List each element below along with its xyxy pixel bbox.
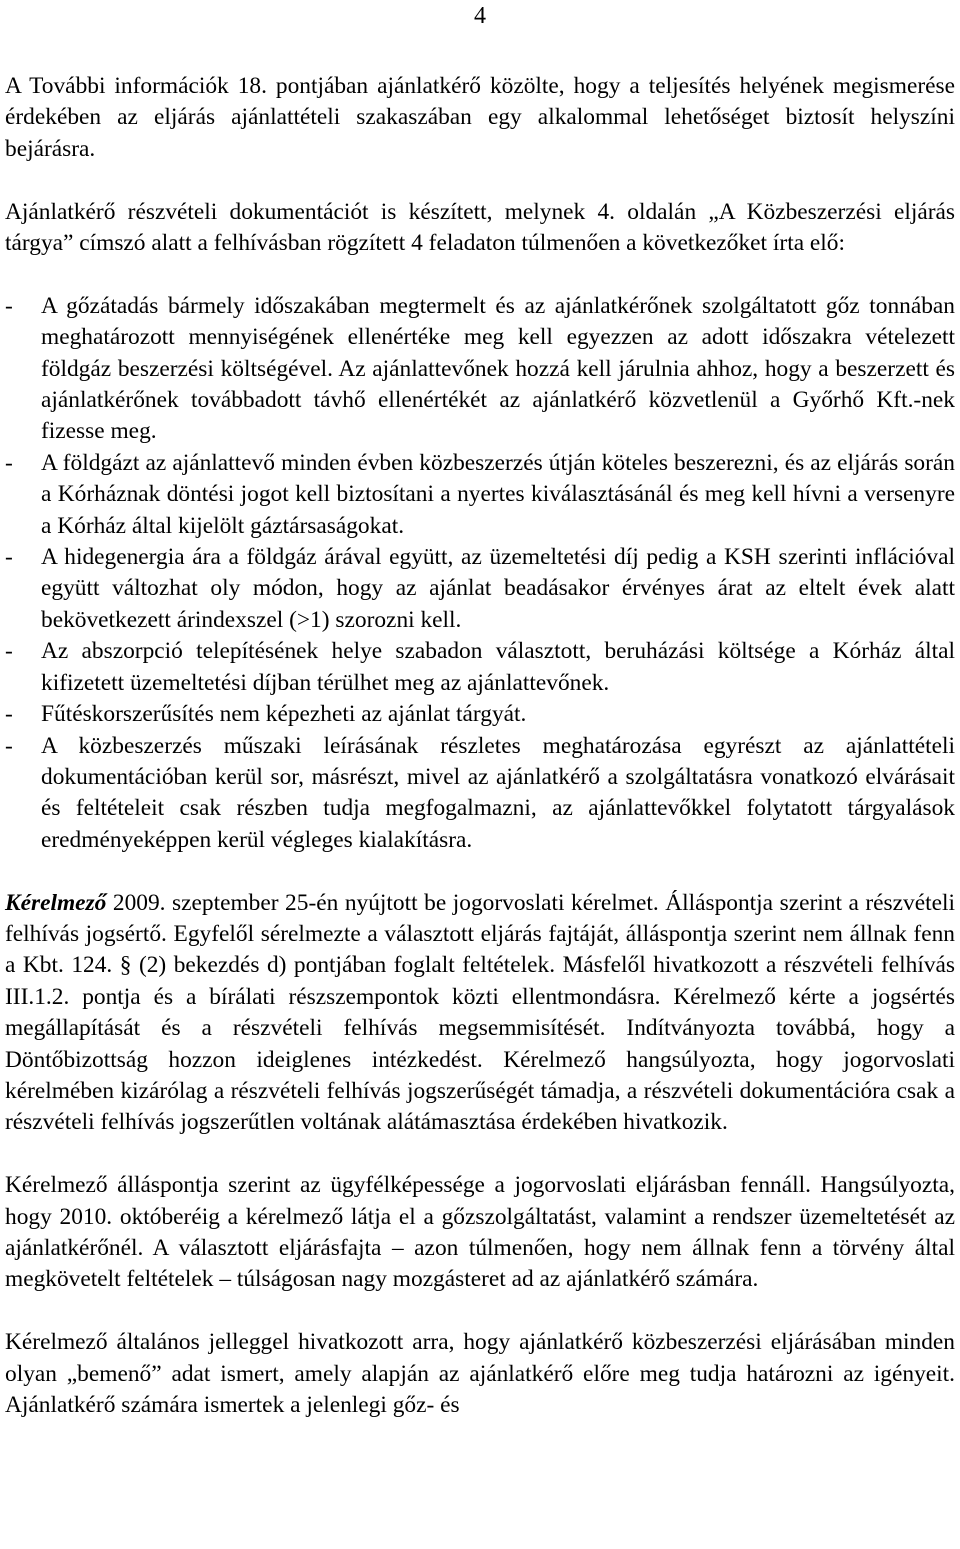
- list-item-text: A gőzátadás bármely időszakában megtermelt és az ajánlatkérőnek szolgáltatott gőz tonnában meghatározott mennyiségének ellenértéke meg kell egyezzen az adott időszakra vételezett földgáz beszerzési költségével. Az ajánlattevőnek hozzá kell járulnia ahhoz, hogy a beszerzett és ajánlatkérőnek továbbadott távhő ellenértékét az ajánlatkérő közvetlenül a Győrhő Kft.-nek fizesse meg.: [41, 292, 955, 445]
- list-item-text: Fűtéskorszerűsítés nem képezheti az ajánlat tárgyát.: [41, 701, 527, 728]
- list-bullet: -: [5, 732, 13, 759]
- list-item: [5, 448, 955, 542]
- page-number: 4: [474, 3, 486, 29]
- list-item-text: A közbeszerzés műszaki leírásának részletes meghatározása egyrészt az ajánlattételi dokumentációban kerül sor, másrészt, mivel az ajánlatkérő a szolgáltatásra vonatkozó elvárásait és feltételeit csak részben tudja megfogalmazni, az ajánlattevőkkel folytatott tárgyalások eredményeképpen kerül végleges kialakításra.: [41, 732, 955, 853]
- paragraph-documentation-intro: Ajánlatkérő részvételi dokumentációt is készített, melynek 4. oldalán „A Közbeszerzési eljárás tárgya” címszó alatt a felhívásban rögzített 4 feladaton túlmenően a következőket írta elő:: [5, 198, 955, 257]
- paragraph-spacer: [5, 856, 955, 887]
- paragraph-spacer: [5, 259, 955, 290]
- paragraph-input-data: Kérelmező általános jelleggel hivatkozott arra, hogy ajánlatkérő közbeszerzési eljárásában minden olyan „bemenő” adat ismert, amely alapján az ajánlatkérő előre meg tudja határozni az igényeit. Ajánlatkérő számára ismertek a jelenlegi gőz- és: [5, 1329, 955, 1418]
- list-item: [5, 291, 955, 448]
- document-body: [5, 71, 955, 1421]
- petitioner-emphasis: Kérelmező: [5, 889, 107, 916]
- paragraph-standing: Kérelmező álláspontja szerint az ügyfélképessége a jogorvoslati eljárásban fennáll. Hangsúlyozta, hogy 2010. októberéig a kérelmező látja el a gőzszolgáltatást, valamint a rendszer üzemeltetését az ajánlatkérőnél. A választott eljárásfajta – azon túlmenően, hogy nem állnak fenn a törvény által megkövetelt feltételek – túlságosan nagy mozgásteret ad az ajánlatkérő számára.: [5, 1172, 955, 1293]
- paragraph-spacer: [5, 165, 955, 196]
- list-item-text: A hidegenergia ára a földgáz árával együtt, az üzemeltetési díj pedig a KSH szerinti inflációval együtt változhat oly módon, hogy az ajánlat beadásakor érvényes árat az eltelt évek alatt bekövetkezett árindexszel (>1) szorozni kell.: [41, 544, 955, 633]
- list-item: [5, 731, 955, 857]
- list-item: [5, 636, 955, 699]
- paragraph-spacer: [5, 1296, 955, 1327]
- list-item-text: A földgázt az ajánlattevő minden évben közbeszerzés útján köteles beszerezni, és az eljárás során a Kórháznak döntési jogot kell biztosítani a nyertes kiválasztásánál és meg kell hívni a versenyre a Kórház által kijelölt gáztársaságokat.: [41, 449, 955, 539]
- paragraph-petition-text: 2009. szeptember 25-én nyújtott be jogorvoslati kérelmet. Álláspontja szerint a részvételi felhívás jogsértő. Egyfelől sérelmezte a választott eljárás fajtáját, álláspontja szerint nem állnak fenn a Kbt. 124. § (2) bekezdés d) pontjában foglalt feltételek. Másfelől hivatkozott a részvételi felhívás III.1.2. pontja és a bírálati részszempontok közti ellentmondásra. Kérelmező kérte a jogsértés megállapítását és a részvételi felhívás megsemmisítését. Indítványozta továbbá, hogy a Döntőbizottság hozzon ideiglenes intézkedést. Kérelmező hangsúlyozta, hogy jogorvoslati kérelmében kizárólag a részvételi felhívás jogszerűségét támadja, a részvételi dokumentációra csak a részvételi felhívás jogszerűtlen voltának alátámasztása érdekében hivatkozik.: [5, 889, 955, 1136]
- list-bullet: -: [5, 449, 13, 476]
- list-bullet: -: [5, 544, 13, 571]
- paragraph-petition: [5, 888, 955, 1139]
- paragraph-spacer: [5, 1139, 955, 1170]
- list-item-text: Az abszorpció telepítésének helye szabadon választott, beruházási költsége a Kórház által kifizetett üzemeltetési díjban térülhet meg az ajánlattevőnek.: [41, 638, 955, 696]
- requirements-list: [5, 291, 955, 856]
- list-bullet: -: [5, 292, 13, 319]
- list-bullet: -: [5, 701, 13, 728]
- list-bullet: -: [5, 638, 13, 665]
- paragraph-site-visit: A További információk 18. pontjában ajánlatkérő közölte, hogy a teljesítés helyének megismerése érdekében az eljárás ajánlattételi szakaszában egy alkalommal lehetőséget biztosít helyszíni bejárásra.: [5, 73, 955, 162]
- list-item: [5, 699, 955, 730]
- list-item: [5, 542, 955, 636]
